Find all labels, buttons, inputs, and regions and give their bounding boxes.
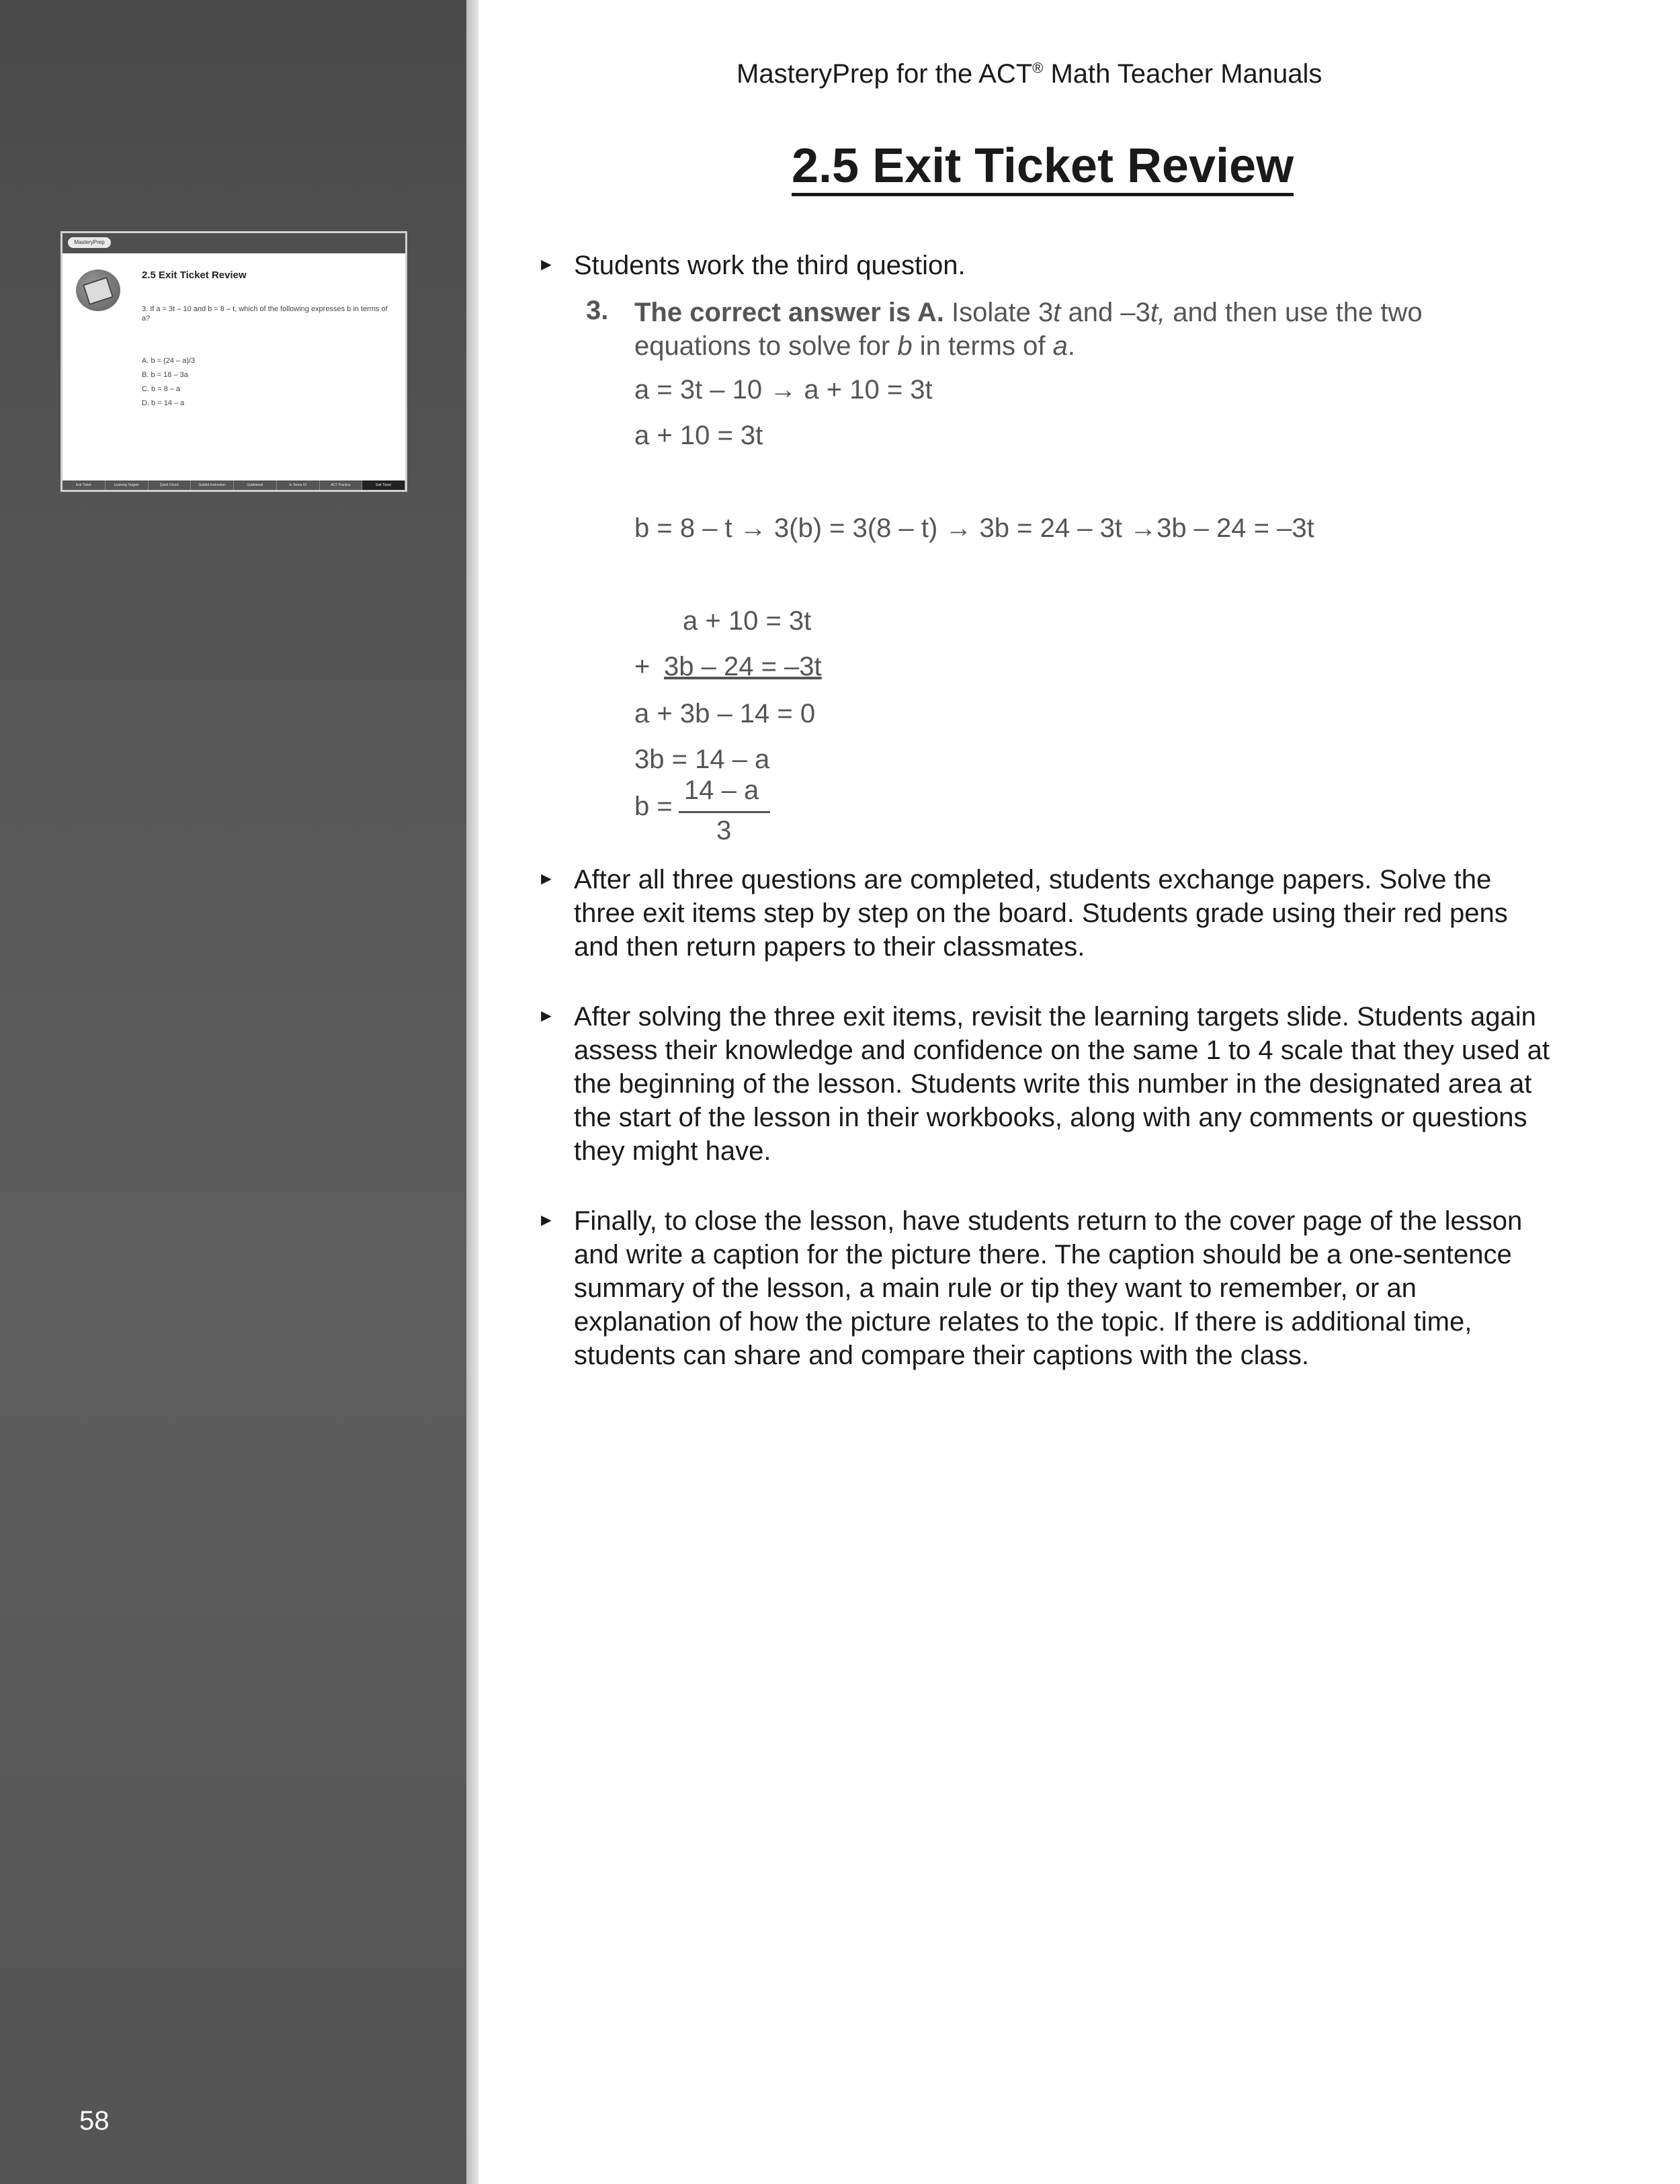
slide-top-bar bbox=[62, 233, 405, 253]
answer-text: . bbox=[1067, 331, 1075, 361]
slide-tab: In Terms Of bbox=[277, 480, 320, 490]
bullet-3-text: After solving the three exit items, revisit the learning targets slide. Students again assess their knowledge and confidence on the same 1 to 4 scale that they used at the beginning of the lesson. Students write this number in the designated area at the start of the lesson in their workbooks, along with any comments or questions they might have. bbox=[574, 1002, 1550, 1166]
slide-tab-bar bbox=[62, 480, 405, 490]
bullet-marker: ► bbox=[538, 1005, 555, 1025]
answer-bold: The correct answer is A. bbox=[634, 298, 944, 327]
slide-tab: Guided Instruction bbox=[191, 480, 234, 490]
slide-logo: MasteryPrep bbox=[68, 237, 111, 248]
slide-tab: Guidebook bbox=[234, 480, 277, 490]
header-text: MasteryPrep for the ACT bbox=[737, 59, 1033, 89]
slide-tab: Exit Ticket bbox=[62, 480, 106, 490]
bullet-marker: ► bbox=[538, 868, 555, 888]
equation-3: b = 8 – t → 3(b) = 3(8 – t) → 3b = 24 – 3t →3b – 24 = –3t bbox=[634, 513, 1314, 543]
equation-7: 3b = 14 – a bbox=[634, 745, 770, 774]
answer-text: Isolate 3 bbox=[943, 298, 1054, 327]
running-header bbox=[737, 59, 1322, 89]
slide-choice: D. b = 14 – a bbox=[142, 399, 185, 407]
page-number: 58 bbox=[79, 2106, 110, 2136]
equation-2: a + 10 = 3t bbox=[634, 421, 763, 450]
slide-title: 2.5 Exit Ticket Review bbox=[142, 269, 247, 281]
sidebar bbox=[0, 0, 466, 2184]
dice-icon bbox=[76, 269, 120, 311]
bullet-2-text: After all three questions are completed, students exchange papers. Solve the three exit items step by step on the board. Students grade using their red pens and then return papers to their classmates. bbox=[574, 865, 1508, 962]
slide-tab: Quick Check bbox=[149, 480, 192, 490]
question-number: 3. bbox=[586, 296, 609, 325]
slide-tab: ACT Practice bbox=[320, 480, 363, 490]
equation-1: a = 3t – 10 → a + 10 = 3t bbox=[634, 375, 933, 405]
equation-4: a + 10 = 3t bbox=[683, 606, 812, 636]
slide-tab-active: Exit Ticket bbox=[362, 480, 405, 490]
slide-question: 3. If a = 3t – 10 and b = 8 – t, which of the following expresses b in terms of a? bbox=[142, 305, 388, 323]
var-t: t bbox=[1053, 298, 1061, 327]
registered-mark: ® bbox=[1032, 59, 1044, 77]
bullet-marker: ► bbox=[538, 254, 555, 274]
answer-text: in terms of bbox=[912, 331, 1053, 361]
page-title: 2.5 Exit Ticket Review bbox=[792, 139, 1294, 193]
fraction-numerator: 14 – a bbox=[684, 775, 759, 805]
slide-tab: Learning Targets bbox=[106, 480, 149, 490]
slide-choice: A. b = (24 – a)/3 bbox=[142, 357, 196, 365]
var-t: t, bbox=[1150, 298, 1166, 327]
bullet-1-text: Students work the third question. bbox=[574, 251, 966, 280]
equation-8-lhs: b = bbox=[634, 792, 673, 821]
slide-choice: C. b = 8 – a bbox=[142, 385, 181, 393]
answer-explanation bbox=[634, 296, 1495, 363]
answer-text: and then use the two equations to solve for bbox=[634, 298, 1423, 361]
var-a: a bbox=[1052, 331, 1068, 361]
slide-choices bbox=[142, 354, 195, 411]
slide-thumbnail bbox=[60, 231, 407, 492]
bullet-4-text: Finally, to close the lesson, have students return to the cover page of the lesson and write a caption for the picture there. The caption should be a one-sentence summary of the lesson, a main rule or tip they want to remember, or an explanation of how the picture relates to the topic. If there is additional time, students can share and compare their captions with the class. bbox=[574, 1206, 1523, 1370]
equation-5: 3b – 24 = –3t bbox=[664, 652, 822, 681]
var-b: b bbox=[897, 331, 913, 361]
equation-6: a + 3b – 14 = 0 bbox=[634, 699, 816, 728]
header-text-2: Math Teacher Manuals bbox=[1043, 59, 1322, 89]
fraction-bar bbox=[679, 811, 770, 813]
answer-text: and –3 bbox=[1060, 298, 1150, 327]
slide-choice: B. b = 18 – 3a bbox=[142, 371, 188, 379]
bullet-marker: ► bbox=[538, 1210, 555, 1230]
fraction-denominator: 3 bbox=[716, 816, 732, 845]
plus-sign: + bbox=[634, 652, 650, 681]
